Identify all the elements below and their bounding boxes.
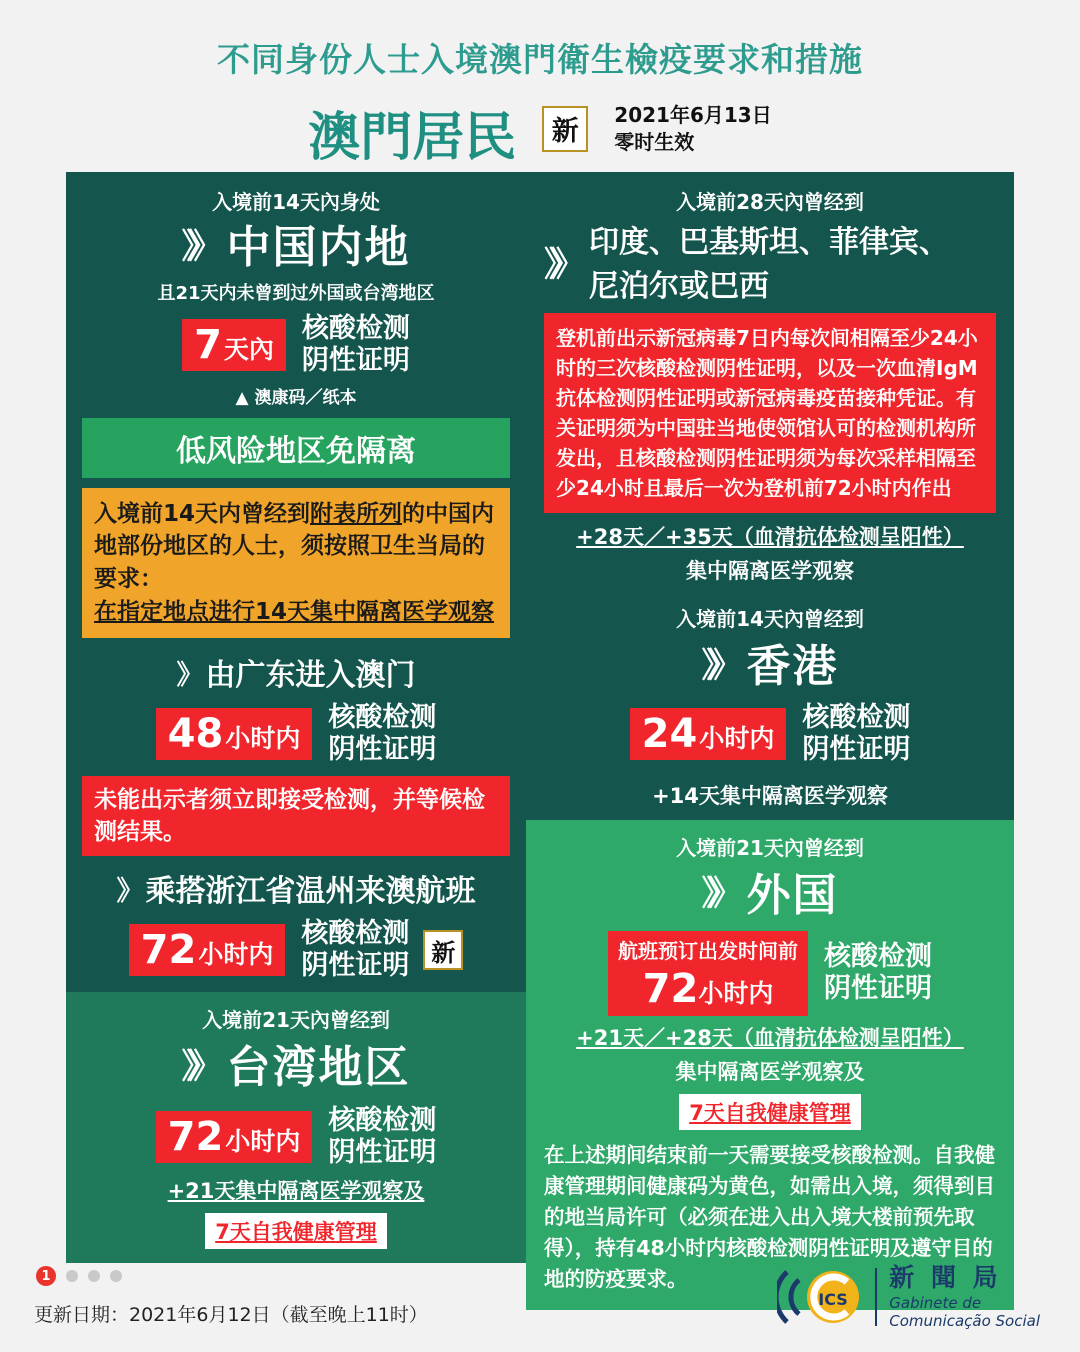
guangdong-test-window xyxy=(156,708,313,760)
taiwan-title-row xyxy=(82,1031,510,1095)
taiwan-test-desc-2: 阴性证明 xyxy=(328,1137,437,1169)
effective-date xyxy=(614,102,771,156)
page-header xyxy=(0,0,1080,170)
hr-pre-label: 入境前28天內曾经到 xyxy=(676,190,864,214)
guangdong-test-desc-1: 核酸检测 xyxy=(328,702,437,734)
svg-text:ICS: ICS xyxy=(818,1290,849,1309)
mainland-test-desc-2: 阴性证明 xyxy=(301,344,410,376)
taiwan-quarantine: +21天集中隔离医学观察及 xyxy=(167,1178,425,1203)
hr-pre-label-row xyxy=(544,186,996,215)
new-badge-icon: 新 xyxy=(423,930,463,970)
chevron-right-icon: 》 xyxy=(176,659,196,691)
new-badge-icon: 新 xyxy=(542,106,588,152)
taiwan-test-number: 72 xyxy=(167,1114,224,1161)
fc-test-window xyxy=(608,931,808,1016)
taiwan-pre-label: 入境前21天內曾经到 xyxy=(202,1008,390,1033)
hk-test-number: 24 xyxy=(641,710,698,757)
hk-pre-label-row xyxy=(544,603,996,632)
mainland-test-desc-1: 核酸检测 xyxy=(301,313,410,344)
fc-title-row xyxy=(544,859,996,923)
wenzhou-title: 乘搭浙江省温州来澳航班 xyxy=(145,874,476,910)
panel-taiwan xyxy=(66,992,526,1263)
hr-region-line2: 尼泊尔或巴西 xyxy=(589,269,769,304)
no-proof-notice: 未能出示者须立即接受检测，并等候检测结果。 xyxy=(82,776,510,856)
taiwan-test-window xyxy=(156,1111,313,1163)
mainland-listed-areas-box xyxy=(82,488,510,639)
hr-region-title xyxy=(589,217,949,305)
logo-text-pt-1: Gabinete de xyxy=(889,1293,982,1312)
page-indicator-dot[interactable] xyxy=(66,1270,78,1282)
fc-pre-label-row xyxy=(544,832,996,861)
wenzhou-test-desc-1: 核酸检测 xyxy=(301,918,410,950)
page-indicator[interactable] xyxy=(36,1266,122,1286)
effective-date-line1: 2021年6月13日 xyxy=(614,102,772,127)
orange-underline-text: 在指定地点进行14天集中隔离医学观察 xyxy=(94,598,495,625)
fc-region-title: 外国 xyxy=(746,869,839,921)
fc-pre-label: 入境前21天內曾经到 xyxy=(676,835,864,860)
orange-text-3: 的中国内地部份地区的人士，须按照卫生当局的要求： xyxy=(94,500,495,593)
gcs-logo xyxy=(777,1258,1040,1336)
fc-test-number: 72 xyxy=(642,965,699,1012)
orange-attachment-link[interactable]: 附表所列 xyxy=(310,500,403,527)
page-indicator-dot[interactable] xyxy=(88,1270,100,1282)
mainland-code-note: ▲ 澳康码／纸本 xyxy=(235,387,357,408)
update-date: 更新日期：2021年6月12日（截至晚上11时） xyxy=(34,1304,428,1326)
hk-quarantine: +14天集中隔离医学观察 xyxy=(652,783,888,808)
taiwan-self-management: 7天自我健康管理 xyxy=(205,1213,387,1249)
wenzhou-test-window xyxy=(129,924,286,976)
mainland-test-number: 7 xyxy=(194,321,222,368)
mainland-note: 且21天内未曾到过外国或台湾地区 xyxy=(157,283,435,304)
panel-foreign-countries xyxy=(526,820,1014,1310)
mainland-region-title: 中国内地 xyxy=(226,222,411,273)
hk-test-desc-2: 阴性证明 xyxy=(802,733,911,765)
hk-test-desc-1: 核酸检测 xyxy=(802,702,911,733)
mainland-test-row xyxy=(82,313,510,377)
chevron-right-icon: 》》 xyxy=(701,645,733,686)
guangdong-title: 由广东进入澳门 xyxy=(205,658,416,694)
guangdong-test-unit: 小时内 xyxy=(225,724,301,754)
hk-test-row xyxy=(544,702,996,766)
panel-mainland-china xyxy=(66,172,526,992)
taiwan-test-desc xyxy=(328,1105,436,1169)
fc-test-desc xyxy=(824,941,932,1005)
hr-quarantine-line2: 集中隔离医学观察 xyxy=(686,559,854,583)
guangdong-title-row xyxy=(82,650,510,694)
taiwan-pre-label-row xyxy=(82,1004,510,1033)
wenzhou-test-desc-2: 阴性证明 xyxy=(301,950,410,982)
logo-text-cn: 新 聞 局 xyxy=(889,1263,1002,1293)
chevron-right-icon: 》 xyxy=(116,875,136,907)
mainland-pre-label: 入境前14天內身处 xyxy=(212,190,380,214)
page-title: 澳門居民 xyxy=(308,108,517,168)
page-subtitle: 不同身份人士入境澳門衛生檢疫要求和措施 xyxy=(217,40,863,79)
hk-test-desc xyxy=(802,702,910,766)
taiwan-test-desc-1: 核酸检测 xyxy=(328,1105,437,1137)
guangdong-test-number: 48 xyxy=(167,711,224,758)
taiwan-test-unit: 小时内 xyxy=(225,1127,301,1157)
mainland-test-window xyxy=(182,319,286,371)
guangdong-test-desc-2: 阴性证明 xyxy=(328,734,437,766)
fc-self-management: 7天自我健康管理 xyxy=(679,1094,861,1130)
fc-test-unit: 小时内 xyxy=(698,978,774,1008)
wenzhou-test-desc xyxy=(301,918,409,982)
wenzhou-test-row xyxy=(82,918,510,982)
fc-test-desc-1: 核酸检测 xyxy=(824,941,932,973)
fc-test-value xyxy=(643,966,774,1012)
taiwan-region-title: 台湾地区 xyxy=(226,1042,411,1094)
hr-region-line1: 印度、巴基斯坦、菲律宾、 xyxy=(589,225,949,260)
logo-divider xyxy=(875,1268,877,1326)
mainland-test-desc xyxy=(302,313,410,377)
chevron-right-icon: 》》 xyxy=(181,1046,213,1087)
wenzhou-test-number: 72 xyxy=(140,927,197,974)
hk-region-title: 香港 xyxy=(746,641,839,692)
guangdong-test-desc xyxy=(328,702,436,766)
fc-test-row xyxy=(544,931,996,1016)
fc-quarantine-line2: 集中隔离医学观察及 xyxy=(675,1059,865,1084)
title-row xyxy=(0,87,1080,170)
taiwan-test-row xyxy=(82,1105,510,1169)
logo-text xyxy=(889,1263,1040,1330)
hr-requirement-paragraph: 登机前出示新冠病毒7日内每次间相隔至少24小时的三次核酸检测阴性证明，以及一次血清IgM抗体检测阴性证明或新冠病毒疫苗接种凭证。有关证明须为中国驻当地使领馆认可的检测机构所发出，且核酸检测阴性证明须为每次采样相隔至少24小时且最后一次为登机前72小时内作出 xyxy=(544,313,996,513)
ics-logo-icon xyxy=(777,1258,863,1336)
chevron-right-icon: 》》 xyxy=(181,226,213,267)
wenzhou-title-row xyxy=(82,866,510,910)
effective-date-line2: 零时生效 xyxy=(614,129,695,154)
fc-quarantine-line1: +21天／+28天（血清抗体检测呈阳性） xyxy=(576,1025,964,1050)
mainland-test-unit: 天內 xyxy=(223,334,274,364)
hk-title-row xyxy=(544,630,996,694)
hk-pre-label: 入境前14天內曾经到 xyxy=(676,607,864,631)
chevron-right-icon: 》》 xyxy=(544,244,575,285)
logo-text-pt-2: Comunicação Social xyxy=(889,1312,1040,1331)
fc-test-desc-2: 阴性证明 xyxy=(824,973,932,1005)
wenzhou-test-unit: 小时内 xyxy=(198,940,274,970)
page-indicator-current[interactable]: 1 xyxy=(36,1266,56,1286)
fc-additional-paragraph: 在上述期间结束前一天需要接受核酸检测。自我健康管理期间健康码为黄色，如需出入境，须得到目的地当局许可（必须在进入出入境大楼前预先取得），持有48小时内核酸检测阴性证明及遵守目的地的防疫要求。 xyxy=(544,1142,995,1292)
hk-test-window xyxy=(630,708,787,760)
left-column xyxy=(66,172,526,1310)
mainland-title-row xyxy=(82,211,510,275)
low-risk-exempt-bar: 低风险地区免隔离 xyxy=(82,418,510,478)
fc-flight-label: 航班预订出发时间前 xyxy=(618,938,798,963)
chevron-right-icon: 》》 xyxy=(701,874,733,915)
hr-title-row xyxy=(544,217,996,305)
hr-quarantine-line1: +28天／+35天（血清抗体检测呈阳性） xyxy=(576,525,964,549)
guangdong-test-row xyxy=(82,702,510,766)
page-indicator-dot[interactable] xyxy=(110,1270,122,1282)
panel-high-risk-countries xyxy=(526,172,1014,820)
hk-test-unit: 小时内 xyxy=(699,723,775,753)
page-footer xyxy=(0,1252,1080,1352)
orange-text-1: 入境前14天内曾经到 xyxy=(94,500,311,527)
right-column xyxy=(526,172,1014,1310)
